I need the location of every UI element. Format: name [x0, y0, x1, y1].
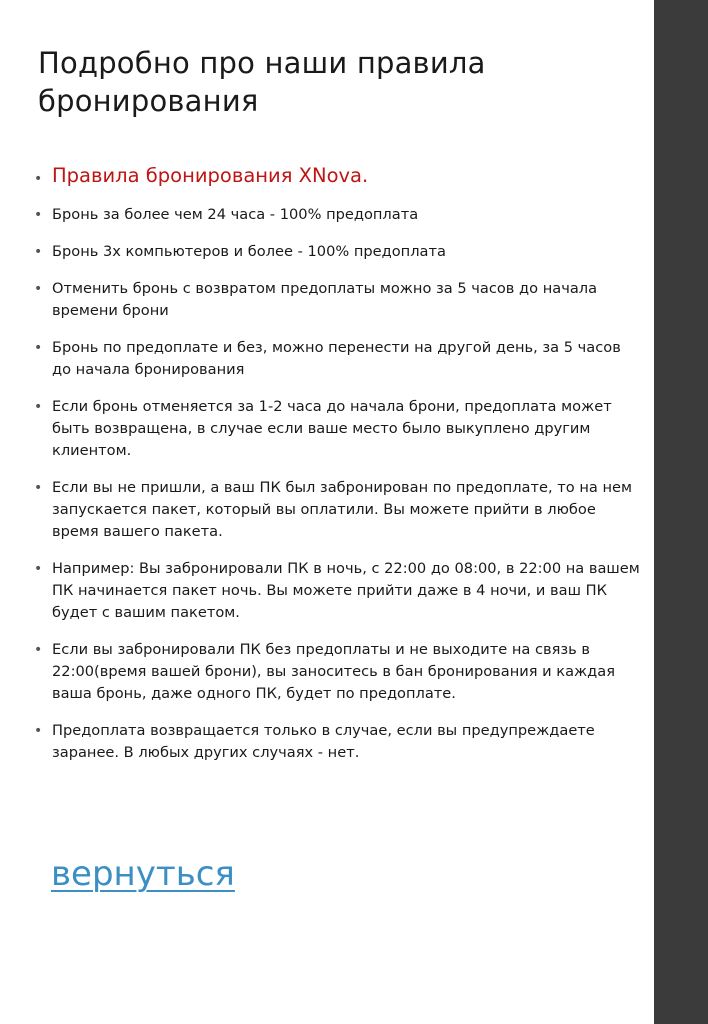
back-link[interactable]: вернуться	[51, 854, 235, 894]
bullet-icon: •	[34, 340, 43, 356]
rule-text: Если вы забронировали ПК без предоплаты и не выходите на связь в 22:00(время вашей брони), вы заноситесь в бан бронирования и каждая ваша бронь, даже одного ПК, будет по предоплате.	[52, 641, 615, 702]
bullet-icon: •	[34, 399, 43, 415]
bullet-icon: •	[34, 561, 43, 577]
bullet-icon: •	[34, 207, 43, 223]
rule-item	[34, 639, 644, 705]
rule-item	[34, 720, 644, 764]
rule-item	[34, 396, 644, 462]
rule-text: Например: Вы забронировали ПК в ночь, с 22:00 до 08:00, в 22:00 на вашем ПК начинается пакет ночь. Вы можете прийти даже в 4 ночи, и ваш ПК будет с вашим пакетом.	[52, 560, 640, 621]
rule-text: Бронь 3х компьютеров и более - 100% предоплата	[52, 243, 446, 260]
rule-item	[34, 278, 644, 322]
rules-heading-text: Правила бронирования XNova.	[52, 164, 369, 187]
bullet-icon: •	[34, 171, 43, 187]
page-title: Подробно про наши правила бронирования	[38, 46, 486, 118]
rule-item	[34, 558, 644, 624]
bullet-icon: •	[34, 723, 43, 739]
rules-heading-item	[34, 162, 644, 190]
rule-text: Бронь по предоплате и без, можно перенести на другой день, за 5 часов до начала бронирования	[52, 339, 621, 378]
bullet-icon: •	[34, 244, 43, 260]
rule-item	[34, 477, 644, 543]
bullet-icon: •	[34, 642, 43, 658]
side-bar	[654, 0, 708, 1024]
rule-text: Отменить бронь с возвратом предоплаты можно за 5 часов до начала времени брони	[52, 280, 598, 319]
rule-text: Предоплата возвращается только в случае, если вы предупреждаете заранее. В любых других случаях - нет.	[52, 722, 595, 761]
bullet-icon: •	[34, 281, 43, 297]
rule-item	[34, 337, 644, 381]
rule-item	[34, 241, 644, 263]
rule-item	[34, 204, 644, 226]
rule-text: Если вы не пришли, а ваш ПК был забронирован по предоплате, то на нем запускается пакет, который вы оплатили. Вы можете прийти в любое время вашего пакета.	[52, 479, 632, 540]
bullet-icon: •	[34, 480, 43, 496]
rule-text: Если бронь отменяется за 1-2 часа до начала брони, предоплата может быть возвращена, в случае если ваше место было выкуплено другим клиентом.	[52, 398, 612, 459]
rule-text: Бронь за более чем 24 часа - 100% предоплата	[52, 206, 419, 223]
rules-list	[34, 162, 644, 779]
